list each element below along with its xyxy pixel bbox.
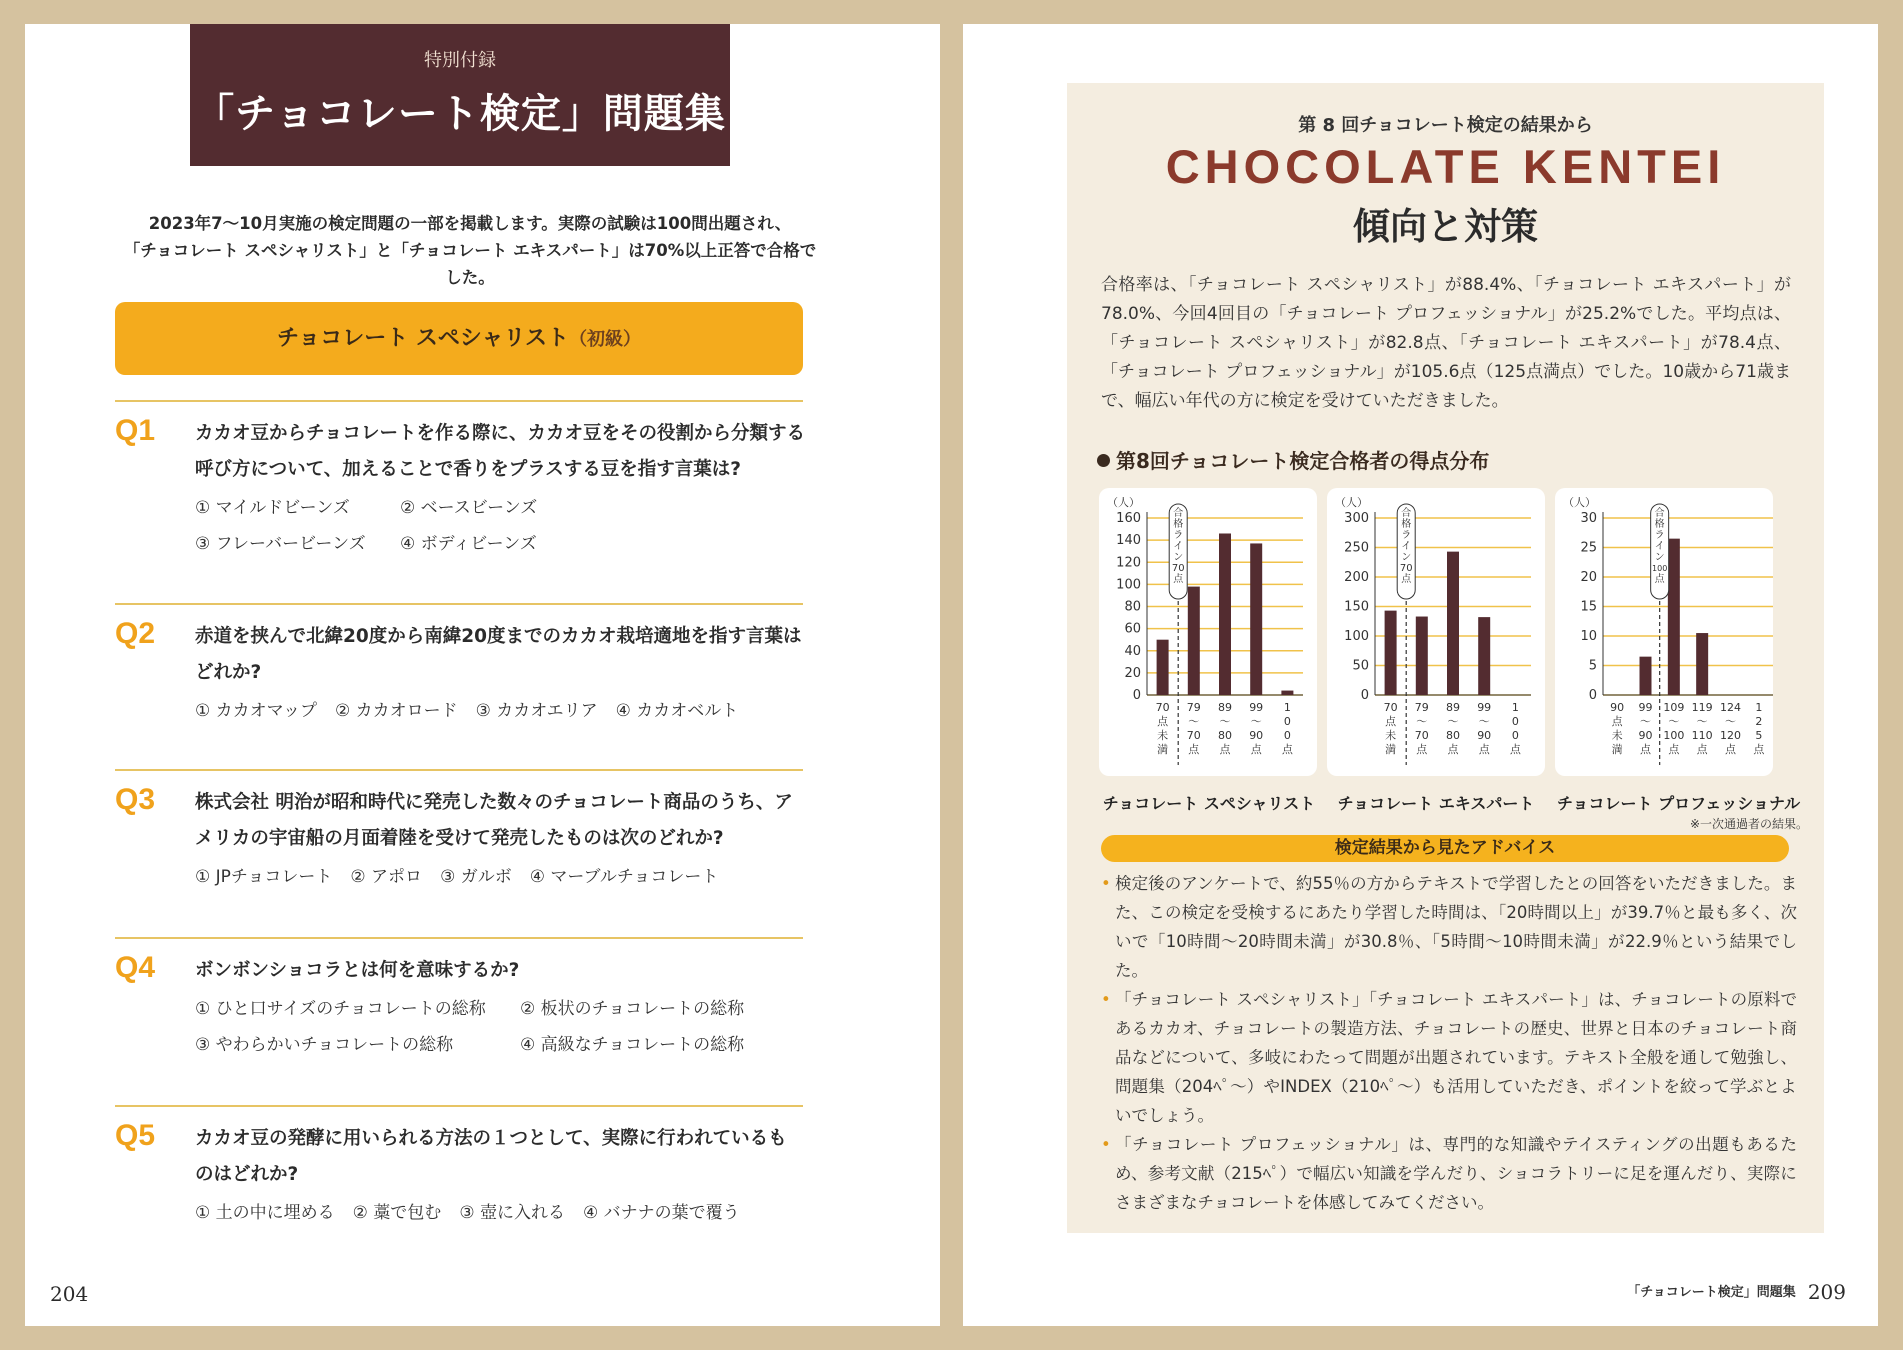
question-3: [115, 769, 803, 919]
chart-card-expert: [1327, 488, 1545, 776]
results-panel: [1067, 83, 1824, 1233]
y-tick-label: 100: [1344, 629, 1369, 644]
option: ③ フレーバービーンズ: [195, 534, 366, 554]
x-tick-label: 109 〜 100 点: [1663, 701, 1685, 756]
chart-title-specialist: チョコレート スペシャリスト: [1102, 794, 1316, 813]
intro-text: [120, 210, 820, 291]
advice-list: [1101, 869, 1797, 1217]
advice-item: • 「チョコレート プロフェッショナル」は、専門的な知識やテイスティングの出題もあるため、参考文献（215ﾍﾟ）で幅広い知識を学んだり、ショコラトリーに足を運んだり、実際にさまざまなチョコレートを体感してみてください。: [1101, 1130, 1797, 1217]
chart-title-professional: チョコレート プロフェッショナル: [1557, 794, 1801, 813]
bar: [1640, 657, 1652, 695]
page-title: 「チョコレート検定」問題集: [194, 91, 726, 137]
x-tick-label: 124 〜 120 点: [1720, 701, 1741, 756]
question-text: 赤道を挟んで北緯20度から南緯20度までのカカオ栽培適地を指す言葉はどれか?: [195, 626, 802, 683]
pass-line-label: 合格ライン 70 点: [1399, 508, 1413, 585]
chart-card-specialist: [1099, 488, 1317, 776]
y-tick-label: 200: [1344, 570, 1369, 585]
x-tick-label: 99 〜 90 点: [1249, 701, 1264, 756]
y-tick-label: 120: [1116, 555, 1141, 571]
bar: [1188, 587, 1200, 695]
option: ① 土の中に埋める: [195, 1203, 335, 1223]
option: ② ベースビーンズ: [400, 498, 538, 518]
question-number: Q2: [115, 617, 156, 650]
title-box: [190, 24, 730, 166]
option: ① マイルドビーンズ: [195, 498, 350, 518]
y-tick-label: 20: [1124, 665, 1141, 681]
y-tick-label: 150: [1344, 599, 1369, 615]
supplement-label: 特別付録: [424, 50, 496, 71]
summary-text: 合格率は、「チョコレート スペシャリスト」が88.4%、「チョコレート エキスパート」が78.0%、今回4回目の「チョコレート プロフェッショナル」が25.2%でした。平均点は、「チョコレート スペシャリスト」が82.8点、「チョコレート エキスパート」が78.4点、「チョコレート プロフェッショナル」が105.6点（125点満点）でした。10歳から71歳まで、幅広い年代の方に検定を受けていただきました。: [1101, 275, 1791, 411]
page-number-right: 209: [1807, 1280, 1846, 1304]
y-tick-label: 140: [1116, 533, 1141, 549]
page-footer-right: [1627, 1280, 1846, 1304]
advice-item: • 「チョコレート スペシャリスト」「チョコレート エキスパート」は、チョコレートの原料であるカカオ、チョコレートの製造方法、チョコレートの歴史、世界と日本のチョコレート商品などについて、多岐にわたって問題が出題されています。テキスト全般を通して勉強し、問題集（204ﾍﾟ〜）やINDEX（210ﾍﾟ〜）も活用していただき、ポイントを絞って学ぶとよいでしょう。: [1101, 985, 1797, 1130]
option: ③ やわらかいチョコレートの総称: [195, 1035, 454, 1055]
option: ③ カカオエリア: [475, 701, 598, 721]
option: ③ 壺に入れる: [459, 1203, 565, 1223]
y-tick-label: 40: [1124, 643, 1141, 659]
x-tick-label: 89 〜 80 点: [1446, 701, 1460, 756]
y-tick-label: 5: [1588, 658, 1597, 674]
question-2: [115, 603, 803, 753]
y-tick-label: 300: [1344, 511, 1369, 526]
level-banner: [115, 302, 803, 375]
option: ④ バナナの葉で覆う: [582, 1203, 740, 1223]
option: ④ 高級なチョコレートの総称: [520, 1035, 745, 1055]
option: ② 藁で包む: [352, 1203, 442, 1223]
bar: [1281, 691, 1293, 695]
option: ③ ガルボ: [440, 867, 512, 887]
question-number: Q3: [115, 783, 156, 816]
x-tick-label: 90 点未満: [1610, 701, 1625, 756]
y-tick-label: 0: [1132, 688, 1141, 703]
chart-card-professional: [1555, 488, 1773, 776]
y-tick-label: 60: [1124, 621, 1141, 637]
options: [195, 1195, 758, 1231]
pass-line-label: 合格ライン 70 点: [1171, 508, 1185, 585]
panel-kicker: 第 8 回チョコレート検定の結果から: [1298, 115, 1593, 136]
option: ② アポロ: [350, 867, 423, 887]
x-tick-label: 1 0 0 点: [1509, 701, 1521, 756]
option: ② 板状のチョコレートの総称: [520, 999, 745, 1019]
y-unit-label: （人）: [1563, 496, 1596, 509]
level-sub: （初級）: [569, 329, 642, 350]
question-text: 株式会社 明治が昭和時代に発売した数々のチョコレート商品のうち、アメリカの宇宙船の月面着陸を受けて発売したものは次のどれか?: [195, 792, 793, 849]
question-text: ボンボンショコラとは何を意味するか?: [195, 960, 520, 981]
x-tick-label: 70 点未満: [1383, 701, 1398, 756]
question-number: Q1: [115, 414, 156, 447]
pass-line-label: 合格ライン 100 点: [1652, 508, 1668, 585]
question-text: カカオ豆の発酵に用いられる方法の１つとして、実際に行われているものはどれか?: [195, 1128, 787, 1185]
right-page: [963, 24, 1878, 1326]
left-page: [25, 24, 940, 1326]
y-tick-label: 20: [1580, 570, 1597, 585]
bar: [1696, 633, 1708, 695]
bar: [1157, 640, 1169, 695]
y-unit-label: （人）: [1335, 496, 1368, 509]
question-4: [115, 937, 803, 1087]
y-tick-label: 0: [1588, 688, 1597, 703]
option: ④ ボディビーンズ: [400, 534, 537, 554]
chart-title-expert: チョコレート エキスパート: [1337, 794, 1535, 813]
question-text: カカオ豆からチョコレートを作る際に、カカオ豆をその役割から分類する呼び方について、加えることで香りをプラスする豆を指す言葉は?: [195, 423, 805, 480]
x-tick-label: 119 〜 110 点: [1691, 701, 1713, 756]
x-tick-label: 99 〜 90 点: [1477, 701, 1492, 756]
bar: [1447, 552, 1459, 695]
x-tick-label: 89 〜 80 点: [1218, 701, 1232, 756]
chart-expert: [1327, 488, 1545, 776]
option: ④ カカオベルト: [615, 701, 739, 721]
intro-line-2: 「チョコレート スペシャリスト」と「チョコレート エキスパート」は70%以上正答で合格でした。: [123, 241, 817, 287]
y-tick-label: 30: [1580, 511, 1597, 526]
x-tick-label: 79 〜 70 点: [1186, 701, 1201, 756]
y-tick-label: 0: [1360, 688, 1369, 703]
options: [195, 490, 555, 562]
question-number: Q4: [115, 951, 156, 984]
x-tick-label: 1 0 0 点: [1281, 701, 1293, 756]
bar: [1250, 543, 1262, 695]
chart-professional: [1555, 488, 1787, 776]
level-title: チョコレート スペシャリスト: [276, 326, 570, 351]
x-tick-label: 70 点未満: [1155, 701, 1170, 756]
question-1: [115, 400, 803, 590]
bar: [1219, 533, 1231, 695]
advice-item: • 検定後のアンケートで、約55％の方からテキストで学習したとの回答をいただきました。また、この検定を受検するにあたり学習した時間は、「20時間以上」が39.7％と最も多く、次いで「10時間〜20時間未満」が30.8％、「5時間〜10時間未満」が22.9％という結果でした。: [1101, 869, 1797, 985]
distribution-heading: [1097, 445, 1489, 474]
y-unit-label: （人）: [1107, 496, 1140, 509]
y-tick-label: 10: [1580, 629, 1597, 644]
advice-title: 検定結果から見たアドバイス: [1101, 835, 1789, 862]
x-tick-label: 79 〜 70 点: [1414, 701, 1429, 756]
bar: [1385, 611, 1397, 695]
options: [195, 693, 756, 729]
bullet-dot-icon: [1097, 454, 1110, 467]
page-number-left: 204: [50, 1282, 89, 1306]
y-tick-label: 250: [1344, 540, 1369, 556]
option: ① カカオマップ: [195, 701, 317, 721]
y-tick-label: 25: [1580, 540, 1597, 556]
y-tick-label: 15: [1580, 599, 1597, 615]
bar: [1478, 617, 1490, 695]
option: ① JPチョコレート: [195, 867, 333, 887]
option: ② カカオロード: [334, 701, 458, 721]
distribution-heading-text: 第8回チョコレート検定合格者の得点分布: [1116, 449, 1490, 473]
panel-subtitle: 傾向と対策: [1353, 205, 1538, 248]
x-tick-label: 99 〜 90 点: [1638, 701, 1653, 756]
panel-big-title: CHOCOLATE KENTEI: [1165, 140, 1726, 193]
chart-note: ※一次通過者の結果。: [1689, 817, 1808, 831]
options: [195, 991, 762, 1063]
option: ① ひと口サイズのチョコレートの総称: [195, 999, 486, 1019]
y-tick-label: 80: [1124, 599, 1141, 615]
y-tick-label: 160: [1116, 511, 1141, 526]
y-tick-label: 50: [1352, 658, 1369, 674]
bar: [1668, 539, 1680, 695]
intro-line-1: 2023年7〜10月実施の検定問題の一部を掲載します。実際の試験は100問出題され、: [148, 214, 792, 233]
question-number: Q5: [115, 1119, 156, 1152]
x-tick-label: 1 2 5 点: [1753, 701, 1765, 756]
options: [195, 859, 736, 895]
question-5: [115, 1105, 803, 1255]
chart-specialist: [1099, 488, 1317, 776]
option: ④ マーブルチョコレート: [529, 867, 719, 887]
bar: [1416, 617, 1428, 695]
footer-title: 「チョコレート検定」問題集: [1627, 1285, 1796, 1300]
y-tick-label: 100: [1116, 577, 1141, 593]
